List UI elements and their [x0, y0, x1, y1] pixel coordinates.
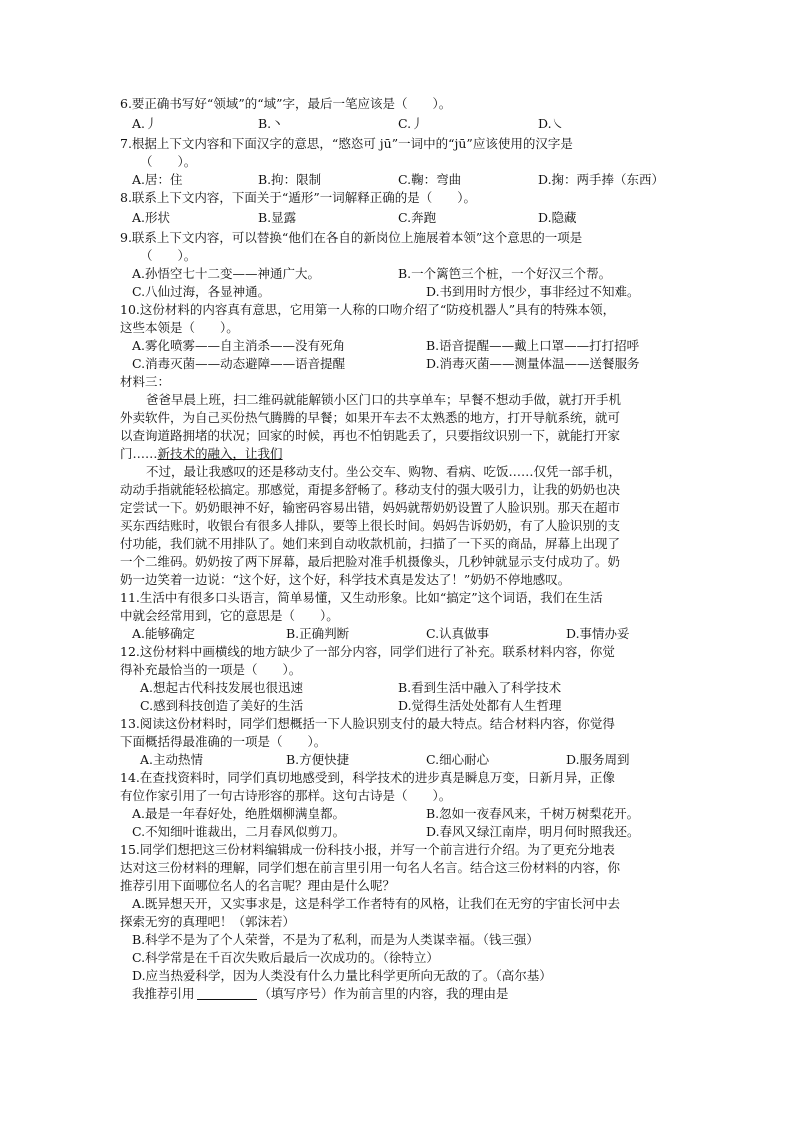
- text-line: 12.这份材料中画横线的地方缺少了一部分内容，同学们进行了补充。联系材料内容，你觉: [120, 644, 615, 659]
- text-line: （ ）。: [140, 154, 197, 169]
- answer-option: B.拘：限制: [258, 172, 322, 187]
- text-line: 7.根据上下文内容和下面汉字的意思，“愍恣可 jū”一词中的“jū”应该使用的汉字是: [120, 136, 573, 151]
- text-line: 15.同学们想把这三份材料编辑成一份科技小报，并写一个前言进行介绍。为了更充分地表: [120, 842, 615, 857]
- answer-option: C.不知细叶谁裁出，二月春风似剪刀。: [132, 824, 346, 839]
- answer-option: C.细心耐心: [426, 752, 490, 767]
- text-line: A.既异想天开，又实事求是，这是科学工作者特有的风格，让我们在无穷的宇宙长河中去: [132, 896, 621, 911]
- answer-option: A.雾化喷雾——自主消杀——没有死角: [132, 338, 346, 353]
- text-line: 14.在查找资料时，同学们真切地感受到，科学技术的进步真是瞬息万变，日新月异，正像: [120, 770, 615, 785]
- text-line: 材料三：: [120, 374, 171, 389]
- answer-option: C.丿: [398, 116, 424, 131]
- text-line: 探索无穷的真理吧！（郭沫若）: [120, 914, 296, 929]
- text-line: 11.生活中有很多口头语言，简单易懂，又生动形象。比如“搞定”这个词语，我们在生活: [120, 590, 603, 605]
- answer-option: B.显露: [258, 210, 297, 225]
- text-line: 爸爸早晨上班，扫二维码就能解锁小区门口的共享单车；早餐不想动手做，就打开手机: [146, 392, 622, 407]
- answer-option: D.㇏: [538, 116, 565, 131]
- answer-prompt-after: （填写序号）作为前言里的内容，我的理由是: [258, 986, 509, 1001]
- answer-option: D.掬：两手捧（东西）: [538, 172, 665, 187]
- text-line: 8.联系上下文内容，下面关于“遁形”一词解释正确的是（ ）。: [120, 190, 476, 205]
- text-line: 有位作家引用了一句古诗形容的那样。这句古诗是（ ）。: [120, 788, 452, 803]
- text-line: 达对这三份材料的理解，同学们想在前言里引用一句名人名言。结合这三份材料的内容，你: [120, 860, 621, 875]
- answer-option: A.能够确定: [132, 626, 196, 641]
- text-line: 10.这份材料的内容真有意思，它用第一人称的口吻介绍了“防疫机器人”具有的特殊本领，: [120, 302, 616, 317]
- answer-option: B.忽如一夜春风来，千树万树梨花开。: [426, 806, 640, 821]
- answer-blank[interactable]: [197, 987, 257, 1000]
- text-line: 推荐引用下面哪位名人的名言呢？理由是什么呢？: [120, 878, 396, 893]
- underlined-text: 新技术的融入，让我们: [157, 446, 283, 461]
- answer-option: A.居：住: [132, 172, 183, 187]
- answer-option: C.认真做事: [426, 626, 490, 641]
- text-line: B.科学不是为了个人荣誉，不是为了私利，而是为人类谋幸福。（钱三强）: [132, 932, 539, 947]
- text-line: D.应当热爱科学，因为人类没有什么力量比科学更所向无敌的了。（高尔基）: [132, 968, 552, 983]
- text-line: 外卖软件，为自己买份热气腾腾的早餐；如果开车去不太熟悉的地方，打开导航系统，就可: [120, 410, 621, 425]
- text-line: [120, 446, 283, 462]
- text-line: 中就会经常用到，它的意思是（ ）。: [120, 608, 339, 623]
- answer-option: A.想起古代科技发展也很迅速: [140, 680, 304, 695]
- answer-option: D.书到用时方恨少，事非经过不知难。: [426, 284, 640, 299]
- text-line: 定尝试一下。奶奶眼神不好，输密码容易出错，妈妈就帮奶奶设置了人脸识别。那天在超市: [120, 500, 621, 515]
- text-line: 这些本领是（ ）。: [120, 320, 239, 335]
- answer-option: C.感到科技创造了美好的生活: [140, 698, 304, 713]
- answer-option: A.孙悟空七十二变——神通广大。: [132, 266, 321, 281]
- text-line: 付功能，我们就不用排队了。她们来到自动收款机前，扫描了一下买的商品，屏幕上出现了: [120, 536, 621, 551]
- answer-option: D.消毒灭菌——测量体温——送餐服务: [426, 356, 640, 371]
- answer-prompt: [132, 986, 509, 1002]
- answer-option: B.语音提醒——戴上口罩——打打招呼: [426, 338, 640, 353]
- answer-option: B.看到生活中融入了科学技术: [398, 680, 562, 695]
- answer-option: B.方便快捷: [286, 752, 350, 767]
- text-line: 一个二维码。奶奶按了两下屏幕，最后把脸对准手机摄像头，几秒钟就显示支付成功了。奶: [120, 554, 621, 569]
- answer-option: A.丿: [132, 116, 158, 131]
- answer-prompt-before: 我推荐引用: [132, 986, 195, 1001]
- text-line: 6.要正确书写好“领域”的“域”字，最后一笔应该是（ ）。: [120, 96, 452, 111]
- answer-option: B.一个篱笆三个桩，一个好汉三个帮。: [398, 266, 612, 281]
- text-line: 得补充最恰当的一项是（ ）。: [120, 662, 302, 677]
- answer-option: C.八仙过海，各显神通。: [132, 284, 271, 299]
- answer-option: D.觉得生活处处都有人生哲理: [398, 698, 562, 713]
- answer-option: C.消毒灭菌——动态避障——语音提醒: [132, 356, 346, 371]
- text-line: 动动手指就能轻松搞定。那感觉，甭提多舒畅了。移动支付的强大吸引力，让我的奶奶也决: [120, 482, 621, 497]
- text-line: C.科学常是在千百次失败后最后一次成功的。（徐特立）: [132, 950, 439, 965]
- text-line: 13.阅读这份材料时，同学们想概括一下人脸识别支付的最大特点。结合材料内容，你觉得: [120, 716, 615, 731]
- text-line: 下面概括得最准确的一项是（ ）。: [120, 734, 327, 749]
- answer-option: B.丶: [258, 116, 284, 131]
- text-line: （ ）。: [140, 248, 197, 263]
- answer-option: D.事情办妥: [566, 626, 630, 641]
- answer-option: D.春风又绿江南岸，明月何时照我还。: [426, 824, 640, 839]
- text-line: 买东西结账时，收银台有很多人排队，要等上很长时间。妈妈告诉奶奶，有了人脸识别的支: [120, 518, 621, 533]
- text-line: 奶一边笑着一边说：“这个好，这个好，科学技术真是发达了！”奶奶不停地感叹。: [120, 572, 571, 587]
- answer-option: C.鞠：弯曲: [398, 172, 462, 187]
- text-line: 9.联系上下文内容，可以替换“他们在各自的新岗位上施展着本领”这个意思的一项是: [120, 230, 583, 245]
- answer-option: A.形状: [132, 210, 171, 225]
- text-line: 不过，最让我感叹的还是移动支付。坐公交车、购物、看病、吃饭……仅凭一部手机，: [146, 464, 622, 479]
- answer-option: D.服务周到: [566, 752, 630, 767]
- answer-option: A.最是一年春好处，绝胜烟柳满皇都。: [132, 806, 346, 821]
- answer-option: A.主动热情: [140, 752, 204, 767]
- text-line: 以查询道路拥堵的状况；回家的时候，再也不怕钥匙丢了，只要指纹识别一下，就能打开家: [120, 428, 621, 443]
- text-line-part: 门……: [120, 446, 158, 461]
- answer-option: D.隐藏: [538, 210, 577, 225]
- answer-option: C.奔跑: [398, 210, 437, 225]
- answer-option: B.正确判断: [286, 626, 350, 641]
